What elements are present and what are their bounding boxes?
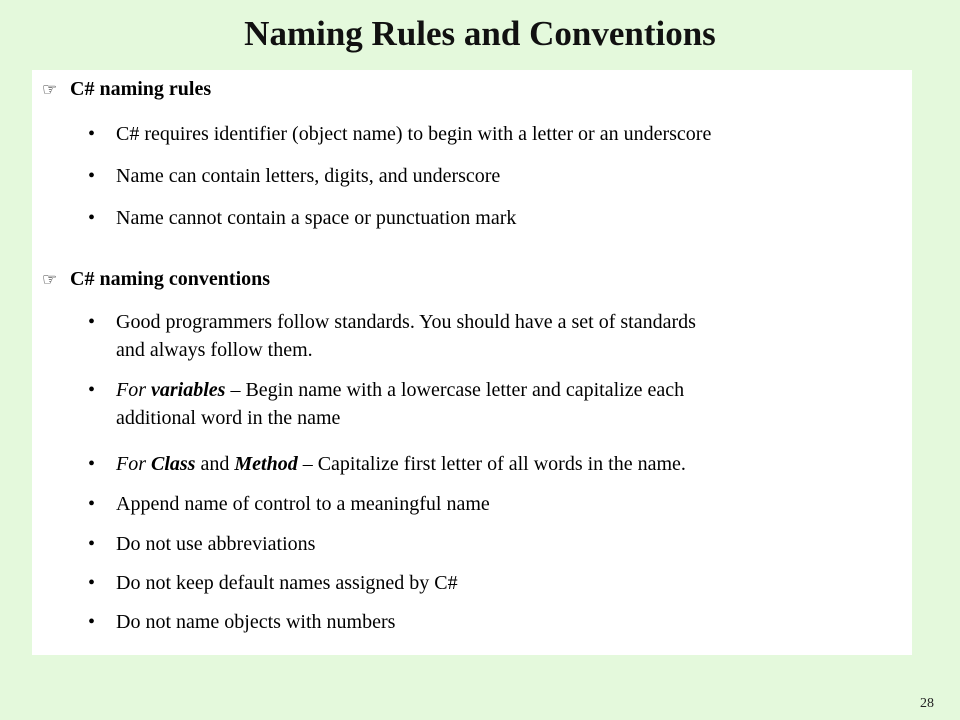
list-item: • Name cannot contain a space or punctuation mark <box>88 204 908 232</box>
content-panel <box>32 70 912 655</box>
list-item: • C# requires identifier (object name) to begin with a letter or an underscore <box>88 120 908 148</box>
list-item: • Good programmers follow standards. You should have a set of standards and always follow them. <box>88 308 908 364</box>
page-number: 28 <box>920 696 934 711</box>
list-item: • For variables – Begin name with a lowercase letter and capitalize each additional word in the name <box>88 376 908 432</box>
bullet-icon: • <box>88 379 96 401</box>
pointing-hand-icon: ☞ <box>42 270 58 289</box>
list-item: • Do not keep default names assigned by C# <box>88 569 908 597</box>
bullet-icon: • <box>88 165 96 187</box>
list-item: • Do not use abbreviations <box>88 530 908 558</box>
pointing-hand-icon: ☞ <box>42 80 58 99</box>
bullet-icon: • <box>88 311 96 333</box>
section-heading-naming-rules: ☞ C# naming rules <box>42 78 212 100</box>
bullet-icon: • <box>88 493 96 515</box>
list-item: • Name can contain letters, digits, and underscore <box>88 162 908 190</box>
slide-title: Naming Rules and Conventions <box>244 14 716 53</box>
bullet-icon: • <box>88 533 96 555</box>
bullet-icon: • <box>88 572 96 594</box>
bullet-icon: • <box>88 123 96 145</box>
list-item: • For Class and Method – Capitalize first letter of all words in the name. <box>88 450 908 478</box>
bullet-icon: • <box>88 207 96 229</box>
bullet-icon: • <box>88 453 96 475</box>
list-item: • Do not name objects with numbers <box>88 608 908 636</box>
section-heading-naming-conventions: ☞ C# naming conventions <box>42 268 271 290</box>
bullet-icon: • <box>88 611 96 633</box>
list-item: • Append name of control to a meaningful name <box>88 490 908 518</box>
